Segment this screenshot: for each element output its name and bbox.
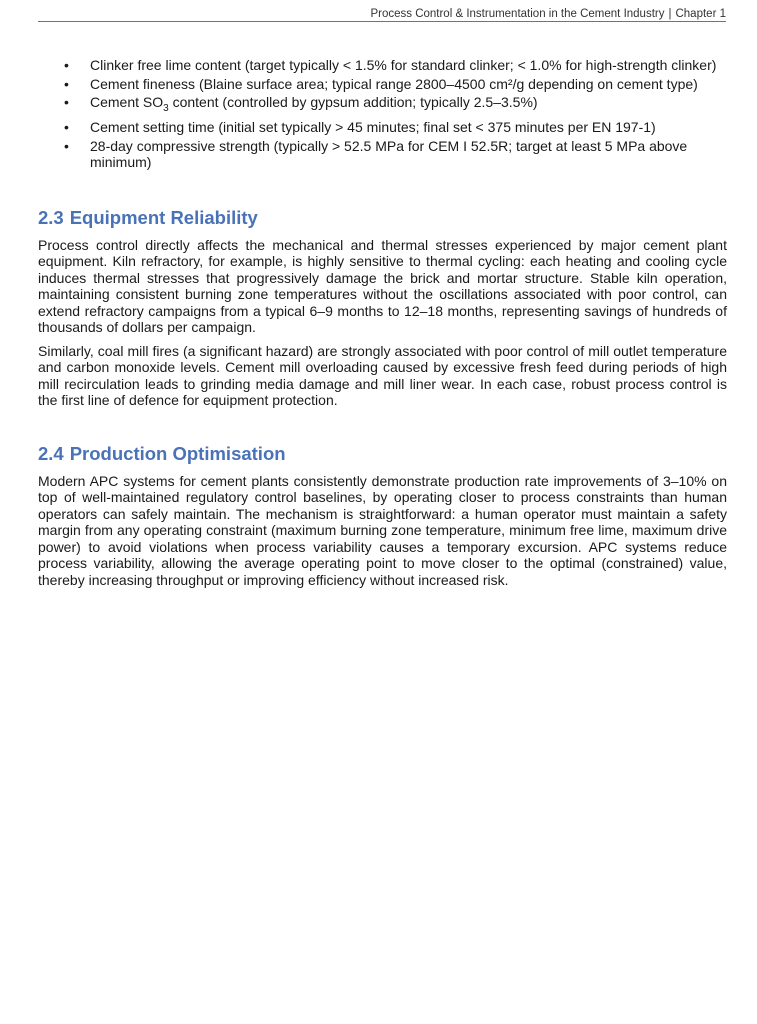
header-separator: |: [668, 8, 672, 20]
list-item-text: Cement fineness (Blaine surface area; typical range 2800–4500 cm²/g depending on cement type): [90, 75, 698, 92]
paragraph: Process control directly affects the mechanical and thermal stresses experienced by major cement plant equipment. Kiln refractory, for example, is highly sensitive to thermal cycling: each heating and cooling cycle induces thermal stresses that progressively damage the brick and mortar structure. Stable kiln operation, maintaining consistent burning zone temperatures without the oscillations associated with poor control, can extend refractory campaigns from a typical 6–9 months to 12–18 months, representing savings of hundreds of thousands of dollars per campaign.: [38, 236, 727, 336]
list-item: [38, 57, 727, 74]
section-number: 2.4: [38, 442, 64, 464]
running-header: [38, 0, 726, 22]
section-number: 2.3: [38, 206, 64, 228]
list-item: [38, 76, 727, 93]
list-item: [38, 94, 727, 117]
bullet-icon: •: [64, 119, 69, 136]
section-title: Equipment Reliability: [69, 206, 258, 228]
list-item-text: Cement setting time (initial set typically > 45 minutes; final set < 375 minutes per EN 197-1): [90, 119, 656, 136]
bullet-icon: •: [64, 94, 69, 110]
bullet-icon: •: [64, 75, 69, 92]
bullet-icon: •: [64, 57, 69, 73]
list-item: [38, 119, 727, 136]
section-heading-production-optimisation: [38, 443, 727, 465]
bullet-icon: •: [64, 137, 69, 154]
list-item-text: 28-day compressive strength (typically > 52.5 MPa for CEM I 52.5R; target at least 5 MPa above minimum): [90, 137, 688, 171]
header-title: Process Control & Instrumentation in the Cement Industry: [370, 8, 665, 20]
section-title: Production Optimisation: [69, 442, 286, 464]
list-item-text-post: content (controlled by gypsum addition; typically 2.5–3.5%): [168, 94, 538, 110]
list-item-text-pre: Cement SO: [90, 94, 164, 110]
list-item-text: Clinker free lime content (target typically < 1.5% for standard clinker; < 1.0% for high-strength clinker): [90, 57, 717, 73]
list-item-text: [90, 94, 538, 114]
section-heading-equipment-reliability: [38, 207, 727, 229]
paragraph: Similarly, coal mill fires (a significant hazard) are strongly associated with poor control of mill outlet temperature and carbon monoxide levels. Cement mill overloading caused by excessive fresh feed during periods of high mill recirculation leads to grinding media damage and mill liner wear. In each case, robust process control is the first line of defence for equipment protection.: [38, 342, 727, 409]
list-item: [38, 138, 727, 171]
bullet-list: [38, 57, 727, 171]
subscript-3: 3: [163, 102, 169, 114]
page-content: [38, 57, 727, 595]
header-chapter: Chapter 1: [675, 8, 726, 20]
paragraph: Modern APC systems for cement plants consistently demonstrate production rate improvements of 3–10% on top of well-maintained regulatory control baselines, by operating closer to process constraints than human operators can safely maintain. The mechanism is straightforward: a human operator must maintain a safety margin from any operating constraint (maximum burning zone temperature, minimum free lime, maximum drive power) to avoid violations when process variability causes a temporary excursion. APC systems reduce process variability, allowing the average operating point to move closer to the optimal (constrained) value, thereby increasing throughput or improving efficiency without increased risk.: [38, 472, 727, 588]
